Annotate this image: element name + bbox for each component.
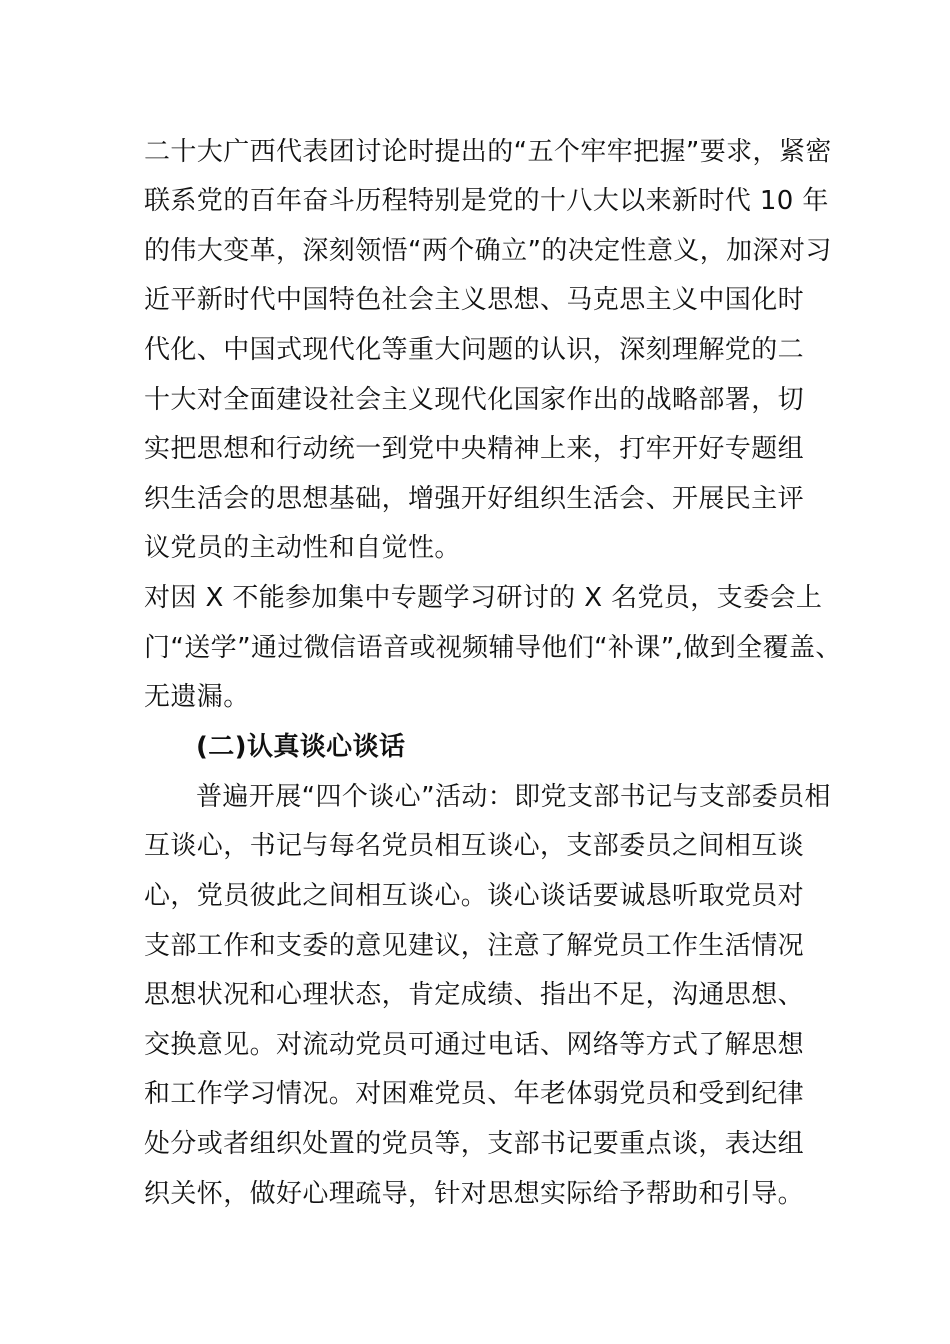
text-line: 无遗漏。	[144, 682, 250, 712]
text-line: 的伟大变革，深刻领悟“两个确立”的决定性意义，加深对习	[144, 236, 832, 266]
text-line: 处分或者组织处置的党员等，支部书记要重点谈，表达组	[144, 1129, 805, 1159]
text-line: 思想状况和心理状态，肯定成绩、指出不足，沟通思想、	[144, 980, 805, 1010]
text-line: 实把思想和行动统一到党中央精神上来，打牢开好专题组	[144, 434, 805, 464]
text-line: 织生活会的思想基础，增强开好组织生活会、开展民主评	[144, 484, 805, 514]
text-line: 交换意见。对流动党员可通过电话、网络等方式了解思想	[144, 1030, 805, 1060]
text-line: 议党员的主动性和自觉性。	[144, 533, 461, 563]
text-line: 二十大广西代表团讨论时提出的“五个牢牢把握”要求，紧密	[144, 137, 832, 167]
text-line: 近平新时代中国特色社会主义思想、马克思主义中国化时	[144, 285, 805, 315]
text-line: 互谈心，书记与每名党员相互谈心，支部委员之间相互谈	[144, 831, 805, 861]
text-line: 和工作学习情况。对困难党员、年老体弱党员和受到纪律	[144, 1079, 805, 1109]
text-line: 十大对全面建设社会主义现代化国家作出的战略部署，切	[144, 385, 805, 415]
text-line: 支部工作和支委的意见建议，注意了解党员工作生活情况	[144, 931, 805, 961]
text-line: 对因 X 不能参加集中专题学习研讨的 X 名党员，支委会上	[144, 583, 823, 613]
section-heading: (二)认真谈心谈话	[196, 732, 406, 762]
text-line: 普遍开展“四个谈心”活动：即党支部书记与支部委员相	[196, 782, 831, 812]
text-line: 织关怀，做好心理疏导，针对思想实际给予帮助和引导。	[144, 1179, 805, 1209]
text-line: 门“送学”通过微信语音或视频辅导他们“补课”,做到全覆盖、	[144, 633, 842, 663]
text-line: 联系党的百年奋斗历程特别是党的十八大以来新时代 10 年	[144, 186, 829, 216]
text-line: 心，党员彼此之间相互谈心。谈心谈话要诚恳听取党员对	[144, 881, 805, 911]
text-line: 代化、中国式现代化等重大问题的认识，深刻理解党的二	[144, 335, 805, 365]
